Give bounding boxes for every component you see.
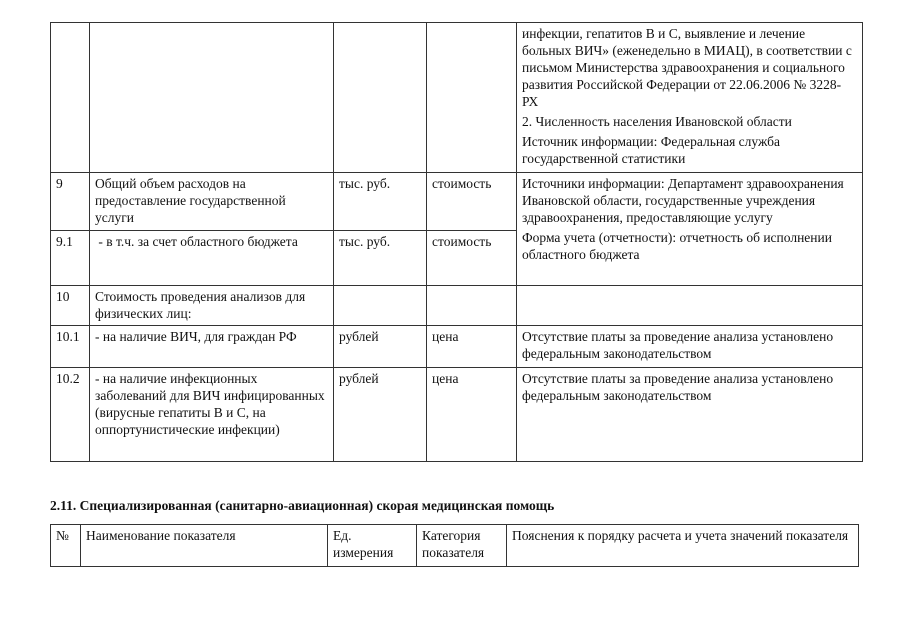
section-heading: 2.11. Специализированная (санитарно-авиационная) скорая медицинская помощь <box>50 498 555 513</box>
cell-category <box>427 23 517 173</box>
cell-unit <box>334 286 427 326</box>
cell-unit: рублей <box>334 368 427 462</box>
cell-category: стоимость <box>427 173 517 231</box>
explanation-text: инфекции, гепатитов В и С, выявление и лечение больных ВИЧ» (еженедельно в МИАЦ), в соответствии с письмом Министерства здравоохранения и социального развития Российской Федерации от 22.06.2006 № 3228-РХ <box>522 26 852 109</box>
cell-num: 10.1 <box>51 326 90 368</box>
cell-category: цена <box>427 326 517 368</box>
explanation-text: Форма учета (отчетности): отчетность об исполнении областного бюджета <box>522 230 832 262</box>
header-explanation: Пояснения к порядку расчета и учета значений показателя <box>507 525 859 567</box>
cell-name: - в т.ч. за счет областного бюджета <box>90 231 334 286</box>
explanation-text: 2. Численность населения Ивановской области <box>522 114 792 129</box>
explanation-text: Источник информации: Федеральная служба государственной статистики <box>522 134 780 166</box>
indicators-table <box>50 22 863 462</box>
cell-unit: тыс. руб. <box>334 231 427 286</box>
cell-name: - на наличие инфекционных заболеваний для ВИЧ инфицированных (вирусные гепатиты В и С, на оппортунистические инфекции) <box>90 368 334 462</box>
table-row <box>51 286 863 326</box>
table-row <box>51 368 863 462</box>
header-name: Наименование показателя <box>81 525 328 567</box>
cell-name: Стоимость проведения анализов для физических лиц: <box>90 286 334 326</box>
indicators-header-table <box>50 524 859 567</box>
cell-category: стоимость <box>427 231 517 286</box>
explanation-text: Источники информации: Департамент здравоохранения Ивановской области, государственные учреждения здравоохранения, предоставляющие услугу <box>522 176 844 225</box>
header-category: Категория показателя <box>417 525 507 567</box>
table-row <box>51 326 863 368</box>
cell-name: Общий объем расходов на предоставление государственной услуги <box>90 173 334 231</box>
cell-num: 9 <box>51 173 90 231</box>
cell-explanation: Отсутствие платы за проведение анализа установлено федеральным законодательством <box>517 326 863 368</box>
cell-num: 10.2 <box>51 368 90 462</box>
cell-explanation <box>517 286 863 326</box>
header-unit: Ед. измерения <box>328 525 417 567</box>
cell-num: 9.1 <box>51 231 90 286</box>
cell-name: - на наличие ВИЧ, для граждан РФ <box>90 326 334 368</box>
cell-category <box>427 286 517 326</box>
table-row <box>51 23 863 173</box>
table-row <box>51 173 863 231</box>
cell-num <box>51 23 90 173</box>
cell-explanation: Отсутствие платы за проведение анализа установлено федеральным законодательством <box>517 368 863 462</box>
header-num: № <box>51 525 81 567</box>
cell-unit: рублей <box>334 326 427 368</box>
table-header-row <box>51 525 859 567</box>
cell-explanation <box>517 23 863 173</box>
cell-num: 10 <box>51 286 90 326</box>
cell-name <box>90 23 334 173</box>
cell-unit: тыс. руб. <box>334 173 427 231</box>
cell-category: цена <box>427 368 517 462</box>
cell-unit <box>334 23 427 173</box>
cell-explanation <box>517 173 863 286</box>
